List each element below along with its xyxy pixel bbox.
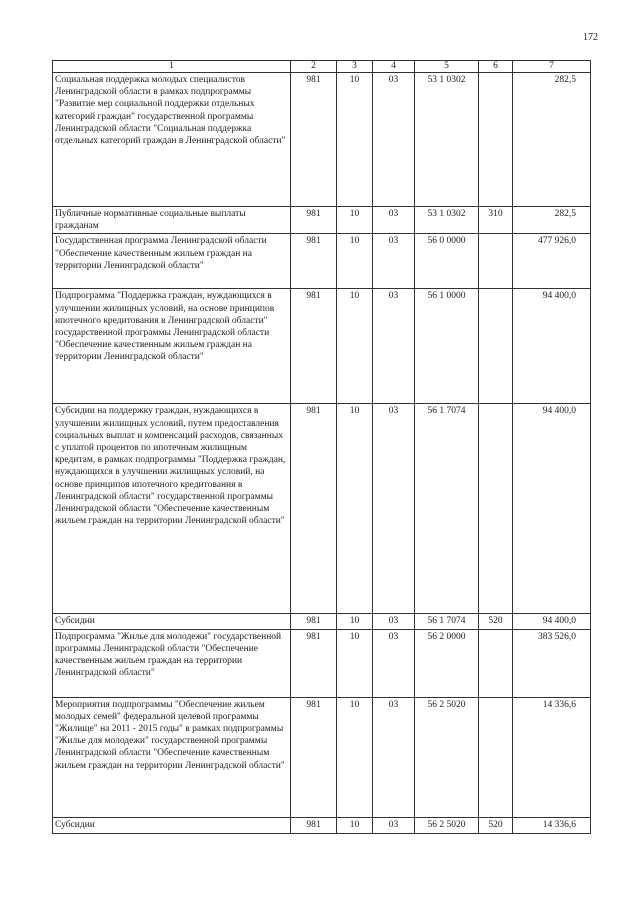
table-row (53, 73, 591, 207)
cell-section: 10 (337, 73, 373, 207)
row-name: Публичные нормативные социальные выплаты гражданам (53, 207, 291, 234)
page-number: 172 (583, 32, 598, 43)
cell-expense-type (479, 697, 513, 817)
cell-expense-type: 520 (479, 614, 513, 629)
table-row (53, 817, 591, 833)
cell-subsection: 03 (373, 234, 415, 289)
cell-section: 10 (337, 817, 373, 833)
cell-amount: 282,5 (513, 73, 591, 207)
row-name: Социальная поддержка молодых специалистов Ленинградской области в рамках подпрограммы "Развитие мер социальной поддержки отдельных категорий граждан" государственной программы Ленинградской области "Социальная поддержка отдельных категорий граждан в Ленинградской области" (53, 73, 291, 207)
cell-target: 56 1 0000 (415, 289, 479, 404)
row-name: Субсидии (53, 614, 291, 629)
cell-subsection: 03 (373, 404, 415, 614)
cell-subsection: 03 (373, 289, 415, 404)
header-cell: 6 (479, 61, 513, 73)
header-cell: 7 (513, 61, 591, 73)
cell-amount: 282,5 (513, 207, 591, 234)
table-row (53, 629, 591, 697)
header-row (53, 61, 591, 73)
table-row (53, 697, 591, 817)
row-name: Подпрограмма "Поддержка граждан, нуждающихся в улучшении жилищных условий, на основе принципов ипотечного кредитования в Ленинградской области" государственной программы Ленинградской области "Обеспечение качественным жильем граждан на территории Ленинградской области" (53, 289, 291, 404)
cell-subsection: 03 (373, 697, 415, 817)
cell-amount: 94 400,0 (513, 289, 591, 404)
cell-target: 56 2 0000 (415, 629, 479, 697)
cell-ministry: 981 (291, 289, 337, 404)
header-cell: 1 (53, 61, 291, 73)
row-name: Мероприятия подпрограммы "Обеспечение жильем молодых семей" федеральной целевой программы "Жилище" на 2011 - 2015 годы" в рамках подпрограммы "Жилье для молодежи" государственной программы Ленинградской области "Обеспечение качественным жильем граждан на территории Ленинградской области" (53, 697, 291, 817)
cell-expense-type (479, 73, 513, 207)
cell-target: 53 1 0302 (415, 207, 479, 234)
cell-ministry: 981 (291, 404, 337, 614)
cell-amount: 14 336,6 (513, 817, 591, 833)
cell-expense-type (479, 629, 513, 697)
header-cell: 4 (373, 61, 415, 73)
row-name: Подпрограмма "Жилье для молодежи" государственной программы Ленинградской области "Обеспечение качественным жильем граждан на территории Ленинградской области" (53, 629, 291, 697)
header-cell: 2 (291, 61, 337, 73)
cell-ministry: 981 (291, 629, 337, 697)
cell-expense-type: 310 (479, 207, 513, 234)
table-row (53, 207, 591, 234)
cell-subsection: 03 (373, 614, 415, 629)
cell-expense-type: 520 (479, 817, 513, 833)
cell-ministry: 981 (291, 234, 337, 289)
header-cell: 3 (337, 61, 373, 73)
cell-ministry: 981 (291, 697, 337, 817)
table-row (53, 289, 591, 404)
cell-section: 10 (337, 404, 373, 614)
cell-target: 53 1 0302 (415, 73, 479, 207)
table-row (53, 404, 591, 614)
cell-target: 56 2 5020 (415, 817, 479, 833)
cell-section: 10 (337, 614, 373, 629)
budget-table (52, 60, 591, 834)
cell-amount: 94 400,0 (513, 614, 591, 629)
cell-ministry: 981 (291, 817, 337, 833)
cell-amount: 383 526,0 (513, 629, 591, 697)
header-cell: 5 (415, 61, 479, 73)
table-row (53, 234, 591, 289)
cell-subsection: 03 (373, 817, 415, 833)
cell-target: 56 2 5020 (415, 697, 479, 817)
row-name: Субсидии (53, 817, 291, 833)
cell-ministry: 981 (291, 614, 337, 629)
cell-subsection: 03 (373, 73, 415, 207)
cell-section: 10 (337, 234, 373, 289)
cell-section: 10 (337, 289, 373, 404)
cell-amount: 94 400,0 (513, 404, 591, 614)
cell-subsection: 03 (373, 207, 415, 234)
cell-amount: 477 926,0 (513, 234, 591, 289)
cell-expense-type (479, 234, 513, 289)
row-name: Субсидии на поддержку граждан, нуждающихся в улучшении жилищных условий, путем предоставления социальных выплат и компенсаций расходов, связанных с уплатой процентов по ипотечным жилищным кредитам, в рамках подпрограммы "Поддержка граждан, нуждающихся в улучшении жилищных условий, на основе принципов ипотечного кредитования в Ленинградской области" государственной программы Ленинградской области "Обеспечение качественным жильем граждан на территории Ленинградской области" (53, 404, 291, 614)
cell-section: 10 (337, 207, 373, 234)
cell-section: 10 (337, 697, 373, 817)
cell-expense-type (479, 404, 513, 614)
cell-ministry: 981 (291, 73, 337, 207)
cell-ministry: 981 (291, 207, 337, 234)
cell-section: 10 (337, 629, 373, 697)
cell-amount: 14 336,6 (513, 697, 591, 817)
cell-expense-type (479, 289, 513, 404)
cell-subsection: 03 (373, 629, 415, 697)
cell-target: 56 1 7074 (415, 614, 479, 629)
table-row (53, 614, 591, 629)
cell-target: 56 0 0000 (415, 234, 479, 289)
cell-target: 56 1 7074 (415, 404, 479, 614)
row-name: Государственная программа Ленинградской области "Обеспечение качественным жильем граждан на территории Ленинградской области" (53, 234, 291, 289)
